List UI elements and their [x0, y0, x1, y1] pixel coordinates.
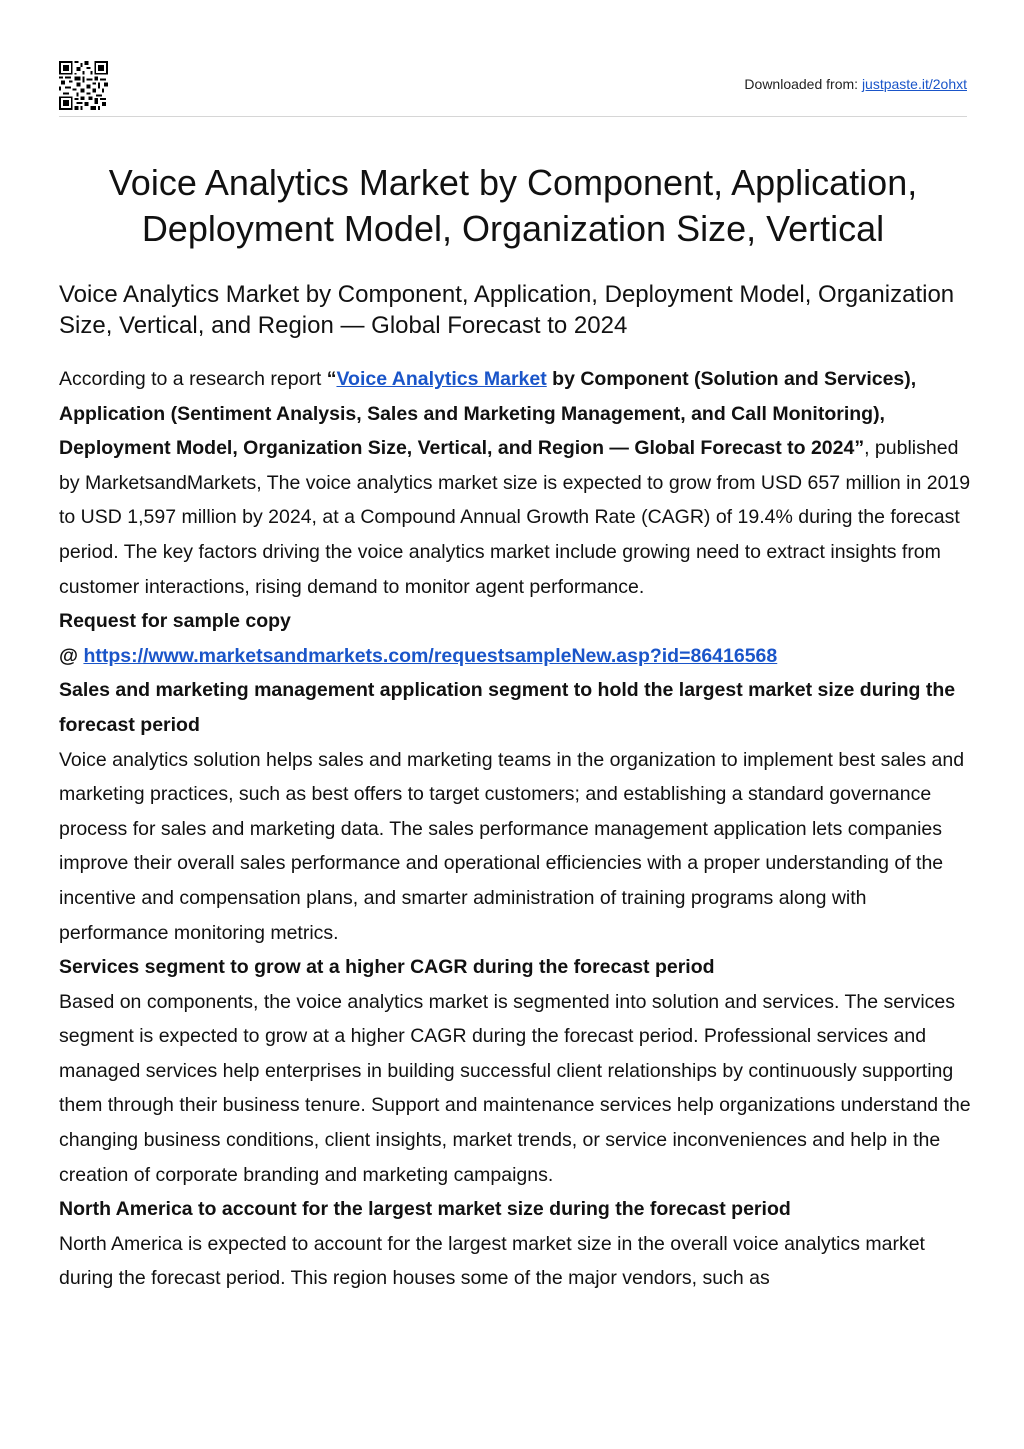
- section-heading: North America to account for the largest market size during the forecast period: [59, 1198, 791, 1221]
- section-heading: Services segment to grow at a higher CAGR during the forecast period: [59, 956, 715, 979]
- quote-open: “: [326, 368, 337, 390]
- downloaded-label: Downloaded from:: [744, 76, 862, 92]
- source-link[interactable]: justpaste.it/2ohxt: [861, 76, 967, 92]
- intro-paragraph: [59, 362, 974, 604]
- article-body: [59, 362, 974, 1296]
- page-subtitle: Voice Analytics Market by Component, Application, Deployment Model, Organization Size, Vertical, and Region — Global Forecast to 2024: [59, 281, 955, 339]
- page-title: Voice Analytics Market by Component, Application, Deployment Model, Organization Size, Vertical: [108, 162, 918, 249]
- intro-lead: According to a research report: [59, 368, 327, 390]
- section-body: Voice analytics solution helps sales and marketing teams in the organization to implement best sales and marketing practices, such as best offers to target customers; and establishing a standard governance process for sales and marketing data. The sales performance management application lets companies improve their overall sales performance and operational efficiencies with a proper understanding of the incentive and compensation plans, and smarter administration of training programs along with performance monitoring metrics.: [59, 748, 965, 944]
- sample-link-line: [59, 639, 974, 674]
- qr-code-icon: [59, 61, 108, 110]
- report-link[interactable]: Voice Analytics Market: [336, 368, 547, 390]
- section-body: North America is expected to account for the largest market size in the overall voice analytics market during the forecast period. This region houses some of the major vendors, such as: [59, 1232, 925, 1290]
- section-heading: Sales and marketing management application segment to hold the largest market size during the forecast period: [59, 679, 956, 736]
- sample-link[interactable]: https://www.marketsandmarkets.com/requestsampleNew.asp?id=86416568: [83, 644, 778, 667]
- intro-body: , published by MarketsandMarkets, The voice analytics market size is expected to grow from USD 657 million in 2019 to USD 1,597 million by 2024, at a Compound Annual Growth Rate (CAGR) of 19.4% during the forecast period. The key factors driving the voice analytics market include growing need to extract insights from customer interactions, rising demand to monitor agent performance.: [59, 437, 971, 598]
- sample-heading: Request for sample copy: [59, 610, 291, 633]
- report-title: by Component (Solution and Services), Application (Sentiment Analysis, Sales and Marketing Management, and Call Monitoring), Deployment Model, Organization Size, Vertical, and Region — Global Forecast to 2024”: [59, 368, 917, 460]
- download-source: [744, 76, 967, 92]
- at-sign: @: [59, 644, 84, 667]
- page-header: [59, 61, 967, 117]
- section-body: Based on components, the voice analytics market is segmented into solution and services. The services segment is expected to grow at a higher CAGR during the forecast period. Professional services and managed services help enterprises in building successful client relationships by continuously supporting them through their business tenure. Support and maintenance services help organizations understand the changing business conditions, client insights, market trends, or service inconveniences and help in the creation of corporate branding and marketing campaigns.: [59, 990, 971, 1186]
